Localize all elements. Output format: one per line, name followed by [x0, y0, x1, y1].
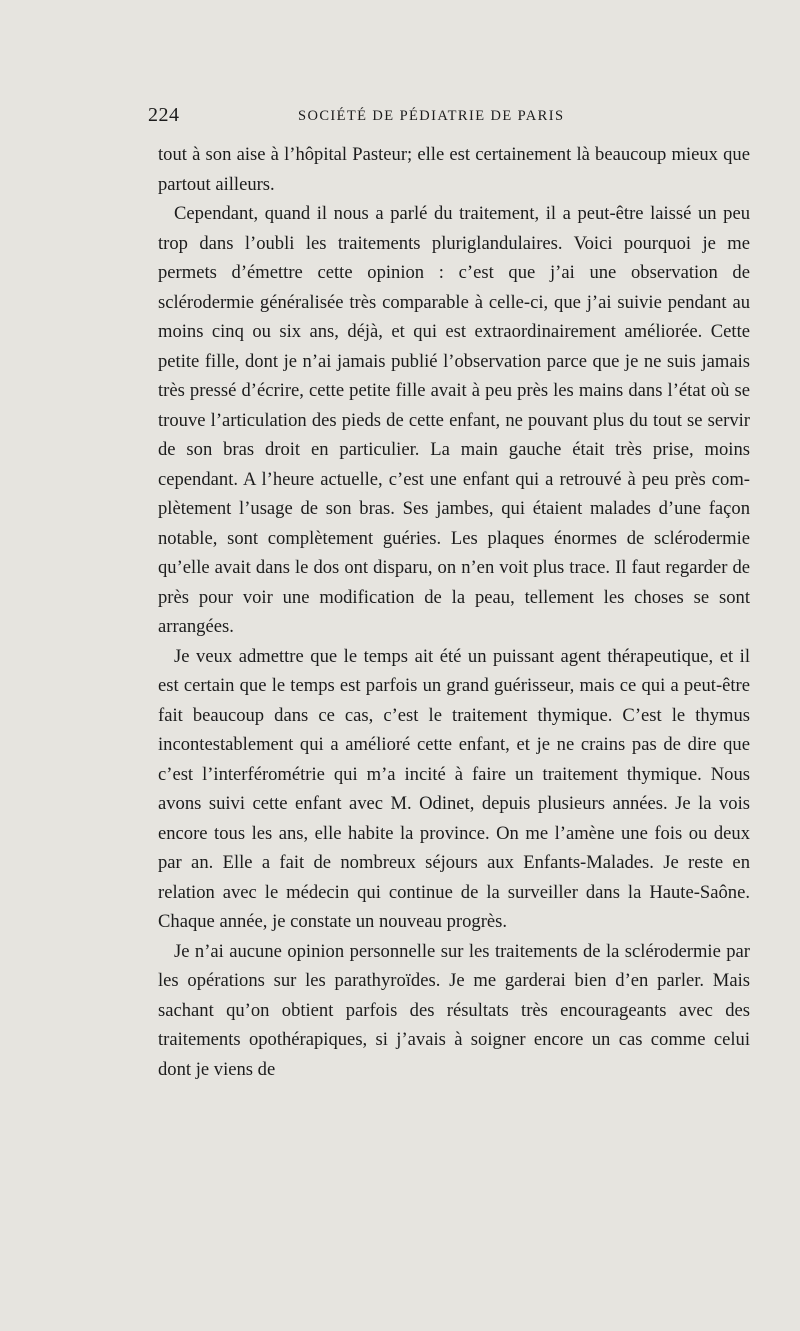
page-number: 224 — [148, 104, 180, 126]
paragraph: Je n’ai aucune opinion personnelle sur les traitements de la sclérodermie par les opérations sur les parathyroïdes. Je me garderai bien d’en parler. Mais sachant qu’on obtient parfois des résultats très encourageants avec des traitements opothérapiques, si j’avais à soigner encore un cas comme celui dont je viens de — [158, 940, 750, 1080]
page-header — [148, 104, 750, 134]
paragraph-continued: tout à son aise à l’hôpital Pasteur; elle est certainement là beaucoup mieux que partout ailleurs. — [158, 144, 750, 195]
paragraph: Je veux admettre que le temps ait été un puissant agent thérapeutique, et il est certain que le temps est parfois un grand guérisseur, mais ce qui a peut-être fait beaucoup dans ce cas, c’est le traitement thymique. C’est le thymus incontestablement qui a amélioré cette enfant, et je ne crains pas de dire que c’est l’interférométrie qui m’a incité à faire un traitement thymique. Nous avons suivi cette enfant avec M. Odinet, depuis plusieurs années. Je la vois encore tous les ans, elle habite la province. On me l’amène une fois ou deux par an. Elle a fait de nombreux séjours aux Enfants-Malades. Je reste en relation avec le médecin qui continue de la surveiller dans la Haute-Saône. Chaque année, je constate un nouveau progrès. — [158, 645, 750, 932]
paragraph: Cependant, quand il nous a parlé du traitement, il a peut-être laissé un peu trop dans l’oubli les traitements pluriglandulaires. Voici pourquoi je me permets d’émettre cette opinion : c’est que j’ai une observation de sclérodermie généralisée très comparable à celle-ci, que j’ai suivie pendant au moins cinq ou six ans, déjà, et qui est extraordinairement améliorée. Cette petite fille, dont je n’ai jamais publié l’observation parce que je ne suis jamais très pressé d’écrire, cette petite fille avait à peu près les mains dans l’état où se trouve l’articulation des pieds de cette enfant, ne pouvant plus du tout se servir de son bras droit en particulier. La main gauche était très prise, moins cependant. A l’heure actuelle, c’est une enfant qui a retrouvé à peu près complètement l’usage de son bras. Ses jambes, qui étaient malades d’une façon notable, sont complètement guéries. Les plaques énormes de sclérodermie qu’elle avait dans le dos ont disparu, on n’en voit plus trace. Il faut regarder de près pour voir une modification de la peau, tellement les choses se sont arrangées. — [158, 203, 750, 637]
running-head: SOCIÉTÉ DE PÉDIATRIE DE PARIS — [298, 108, 565, 124]
body-text — [158, 140, 750, 1084]
